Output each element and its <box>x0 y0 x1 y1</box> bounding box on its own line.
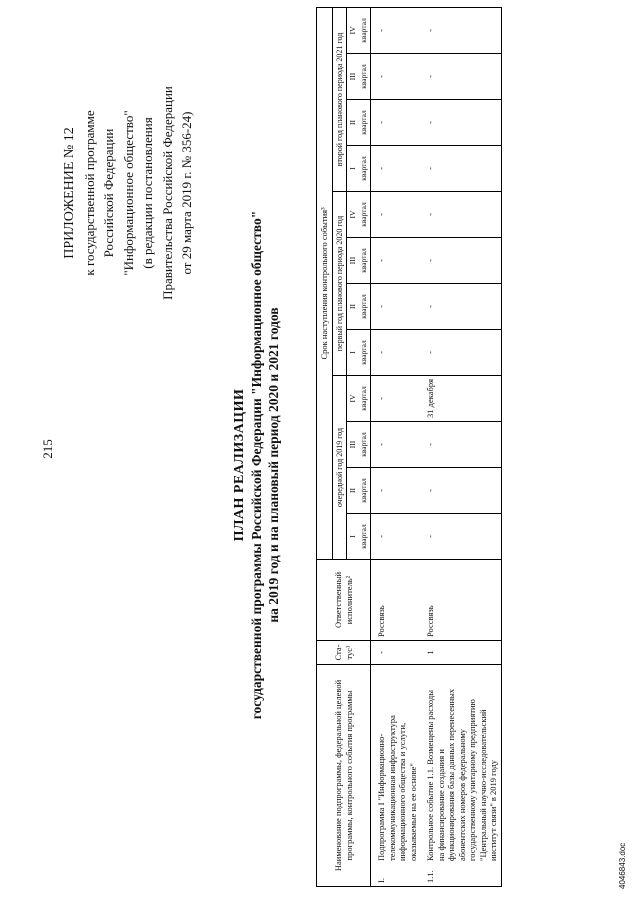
row-deadline-cell: - <box>420 238 501 284</box>
row-deadline-cell: - <box>371 192 421 238</box>
table-row <box>371 7 421 886</box>
header-quarter: I квартал <box>347 514 371 560</box>
row-deadline-cell: - <box>371 514 421 560</box>
appendix-line-7: от 29 марта 2019 г. № 356-24) <box>179 111 194 275</box>
row-status: - <box>371 641 421 665</box>
row-deadline-cell: - <box>371 54 421 100</box>
header-deadline: Срок наступления контрольного события³ <box>317 7 333 559</box>
row-executor: Россвязь <box>371 560 421 641</box>
row-deadline-cell: - <box>420 514 501 560</box>
row-deadline-cell: - <box>420 54 501 100</box>
appendix-header <box>60 43 197 343</box>
row-name: 1.1.Контрольное событие 1.1. Возмещены расходы на финансирование создания и функционирования базы данных перенесенных абонентских номеров федеральному государственному унитарному предприятию "Центральный научно-исследовательский институт связи" в 2019 году <box>420 665 501 887</box>
appendix-line-2: к государственной программе <box>81 110 97 276</box>
header-quarter: I квартал <box>347 146 371 192</box>
title-line-1: ПЛАН РЕАЛИЗАЦИИ <box>232 388 247 542</box>
row-deadline-cell: - <box>371 284 421 330</box>
row-deadline-cell: - <box>420 330 501 376</box>
table-row <box>420 7 501 886</box>
header-quarter: I квартал <box>347 330 371 376</box>
footer-file-code: 4046843.doc <box>618 842 627 889</box>
row-deadline-cell: - <box>420 284 501 330</box>
implementation-plan-table <box>316 7 502 887</box>
appendix-line-6: Правительства Российской Федерации <box>159 86 175 300</box>
row-deadline-cell: - <box>371 100 421 146</box>
row-deadline-cell: - <box>371 376 421 422</box>
row-deadline-cell: - <box>371 146 421 192</box>
title-line-3: на 2019 год и на плановый период 2020 и 2021 годов <box>266 307 281 623</box>
row-deadline-cell: - <box>371 238 421 284</box>
row-name: I.Подпрограмма I "Информационно-телекоммуникационная инфраструктура информационного общества и услуги, оказываемые на ее основе" <box>371 665 421 887</box>
row-deadline-cell: - <box>371 330 421 376</box>
header-quarter: II квартал <box>347 100 371 146</box>
row-deadline-cell: - <box>420 422 501 468</box>
row-deadline-cell: - <box>420 146 501 192</box>
row-deadline-cell: 31 декабря <box>420 376 501 422</box>
appendix-line-3: Российской Федерации <box>101 128 116 258</box>
header-quarter: II квартал <box>347 284 371 330</box>
row-status: 1 <box>420 641 501 665</box>
header-year-2021: второй год планового периода 2021 год <box>332 7 347 191</box>
header-quarter: III квартал <box>347 238 371 284</box>
header-status: Ста-тус¹ <box>317 641 371 665</box>
header-year-2020: первый год планового периода 2020 год <box>332 192 347 376</box>
row-executor: Россвязь <box>420 560 501 641</box>
header-quarter: III квартал <box>347 422 371 468</box>
row-deadline-cell: - <box>371 7 421 53</box>
header-quarter: IV квартал <box>347 7 371 53</box>
row-deadline-cell: - <box>420 7 501 53</box>
header-name: Наименование подпрограммы, федеральной целевой программы, контрольного события программы <box>317 665 371 887</box>
page-number: 215 <box>40 439 55 459</box>
appendix-line-4: "Информационное общество" <box>120 110 136 276</box>
document-title <box>232 145 282 785</box>
header-quarter: III квартал <box>347 54 371 100</box>
row-deadline-cell: - <box>420 100 501 146</box>
row-deadline-cell: - <box>371 468 421 514</box>
appendix-line-5: (в редакции постановления <box>140 117 155 269</box>
header-executor: Ответственный исполнитель² <box>317 560 371 641</box>
appendix-line-1: ПРИЛОЖЕНИЕ № 12 <box>62 127 77 259</box>
title-line-2: государственной программы Российской Федерации "Информационное общество" <box>249 210 264 720</box>
row-deadline-cell: - <box>371 422 421 468</box>
header-quarter: IV квартал <box>347 192 371 238</box>
header-quarter: II квартал <box>347 468 371 514</box>
row-deadline-cell: - <box>420 468 501 514</box>
row-deadline-cell: - <box>420 192 501 238</box>
header-quarter: IV квартал <box>347 376 371 422</box>
header-year-2019: очередной год 2019 год <box>332 376 347 560</box>
